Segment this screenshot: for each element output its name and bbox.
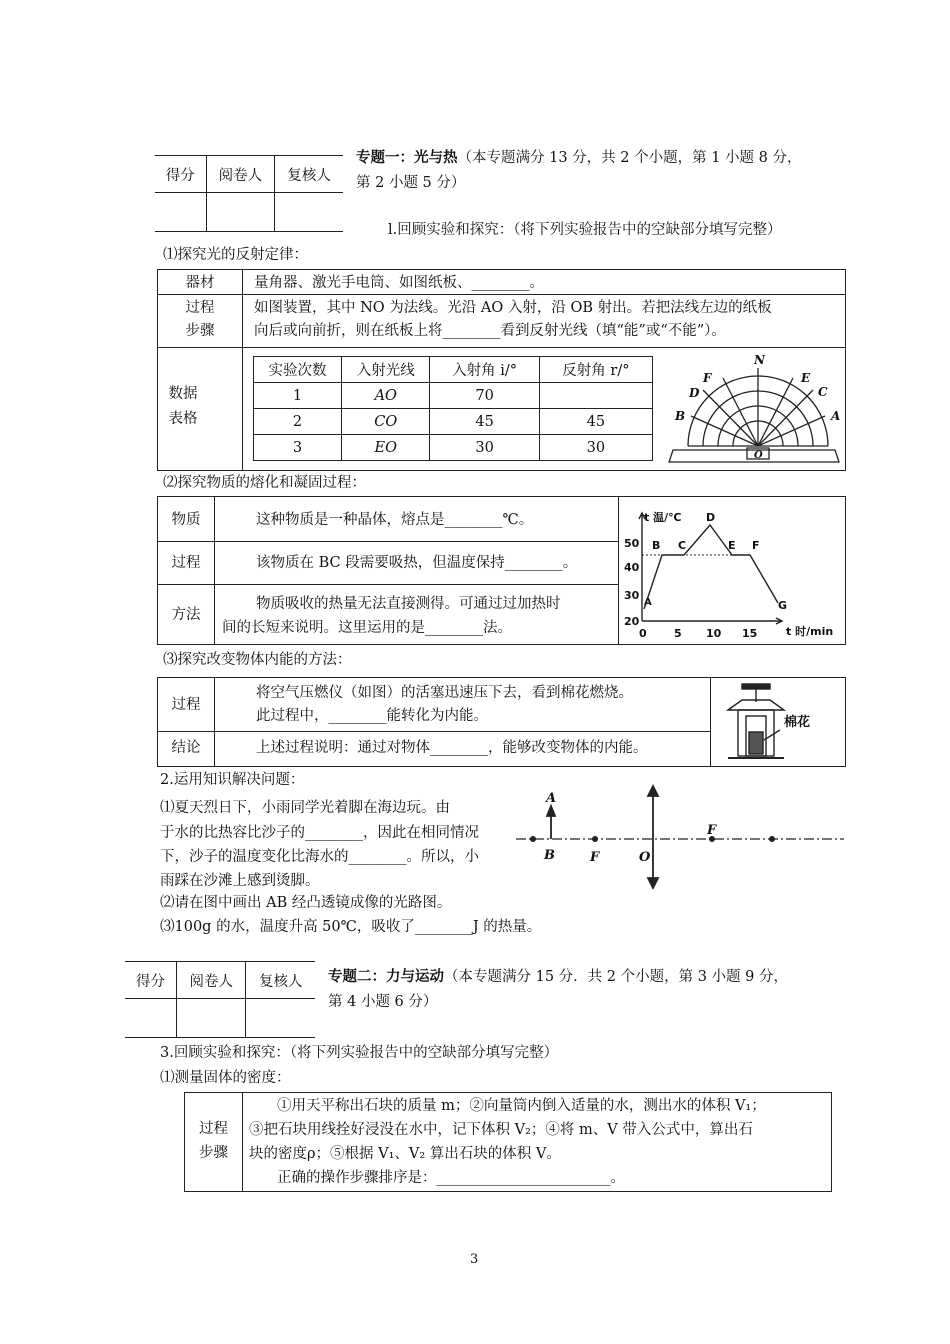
label-O: O xyxy=(754,450,763,461)
lens-label-F-left: F xyxy=(590,850,600,865)
topic1-desc-line2: 第 2 小题 5 分） xyxy=(356,175,466,191)
page-number: 3 xyxy=(470,1252,479,1267)
cell-incident: 45 xyxy=(430,409,539,435)
cell-trial: 1 xyxy=(254,383,342,409)
q3-report-table xyxy=(184,1092,832,1192)
q2-p2: ⑵请在图中画出 AB 经凸透镜成像的光路图。 xyxy=(160,895,452,911)
air-igniter-figure xyxy=(718,680,844,766)
topic1-heading xyxy=(356,150,802,167)
col-header-incident-ray: 入射光线 xyxy=(342,357,430,383)
reflection-data-table xyxy=(253,356,653,461)
score-table-2 xyxy=(125,961,315,1038)
protractor-diagram xyxy=(663,350,845,468)
method-line2: 间的长短来说明。这里运用的是________法。 xyxy=(222,620,512,636)
q3-line4: 正确的操作步骤排序是：________________________。 xyxy=(277,1170,625,1186)
graph-y-tick: 40 xyxy=(624,561,640,574)
cell-incident: 30 xyxy=(430,435,539,461)
q3-intro: 3.回顾实验和探究：（将下列实验报告中的空缺部分填写完整） xyxy=(160,1045,559,1061)
conclusion-text: 上述过程说明：通过对物体________，能够改变物体的内能。 xyxy=(256,740,648,756)
label-A: A xyxy=(831,409,841,423)
graph-x-tick: 15 xyxy=(742,627,758,640)
score-header-score: 得分 xyxy=(125,962,177,999)
lens-label-O: O xyxy=(639,850,651,865)
part3-title: ⑶探究改变物体内能的方法： xyxy=(163,652,352,668)
cell-ray: EO xyxy=(342,435,430,461)
process-text: 该物质在 BC 段需要吸热，但温度保持________。 xyxy=(256,555,578,571)
graph-point-F: F xyxy=(752,539,760,552)
score-header-reviewer: 复核人 xyxy=(275,156,343,193)
graph-point-A: A xyxy=(644,597,652,608)
substance-text: 这种物质是一种晶体，熔点是________℃。 xyxy=(256,512,534,528)
equipment-text: 量角器、激光手电筒、如图纸板、________。 xyxy=(254,275,544,291)
score-header-marker: 阅卷人 xyxy=(206,156,275,193)
cell-reflect: 45 xyxy=(539,409,652,435)
process-label-1: 过程 xyxy=(185,300,215,316)
score-cell-marker[interactable] xyxy=(206,193,275,232)
table-row xyxy=(254,435,653,461)
cotton-label: 棉花 xyxy=(784,715,811,730)
q3-line2: ③把石块用线拴好浸没在水中，记下体积 V₂；④将 m、V 带入公式中，算出石 xyxy=(249,1122,753,1138)
data-label-1: 数据 xyxy=(168,386,198,402)
graph-y-tick: 30 xyxy=(624,589,640,602)
q2-p1-line2: 于水的比热容比沙子的________，因此在相同情况 xyxy=(160,825,479,841)
label-F: F xyxy=(703,371,712,385)
part1-title: ⑴探究光的反射定律： xyxy=(163,247,308,263)
score-cell-score[interactable] xyxy=(155,193,206,232)
q2-p1-line4: 雨踩在沙滩上感到烫脚。 xyxy=(160,873,320,889)
graph-point-B: B xyxy=(652,539,661,552)
graph-x-tick: 5 xyxy=(674,627,682,640)
label-E: E xyxy=(801,371,811,385)
col-header-incident-angle: 入射角 i/° xyxy=(430,357,539,383)
label-B: B xyxy=(675,409,686,423)
process-line2: 向后或向前折，则在纸板上将________看到反射光线（填“能”或“不能”）。 xyxy=(254,323,726,339)
score-header-score: 得分 xyxy=(155,156,206,193)
label-N: N xyxy=(754,353,765,367)
process-label: 过程 xyxy=(171,555,201,571)
graph-point-G: G xyxy=(778,599,788,612)
q2-p1-line3: 下，沙子的温度变化比海水的________。所以，小 xyxy=(160,849,479,865)
cell-incident: 70 xyxy=(430,383,539,409)
table-row xyxy=(254,409,653,435)
cell-trial: 2 xyxy=(254,409,342,435)
graph-point-E: E xyxy=(728,539,736,552)
graph-x-tick: 10 xyxy=(706,627,722,640)
process-label-2: 步骤 xyxy=(185,323,215,339)
method-label: 方法 xyxy=(171,607,201,623)
score-cell-reviewer[interactable] xyxy=(275,193,343,232)
graph-y-tick: 50 xyxy=(624,537,640,550)
process-line1: 如图装置，其中 NO 为法线。光沿 AO 入射，沿 OB 射出。若把法线左边的纸板 xyxy=(254,300,772,316)
process-label: 过程 xyxy=(171,697,201,713)
process-line2: 此过程中，________能转化为内能。 xyxy=(256,708,488,724)
topic2-desc-line1: （本专题满分 15 分．共 2 个小题，第 3 小题 9 分， xyxy=(444,969,788,985)
score-cell-marker[interactable] xyxy=(177,999,246,1038)
cell-reflect-blank[interactable] xyxy=(539,383,652,409)
score-table-1 xyxy=(155,155,343,232)
cell-ray: AO xyxy=(342,383,430,409)
q3-part1-title: ⑴测量固体的密度： xyxy=(160,1070,291,1086)
q3-line3: 块的密度ρ；⑤根据 V₁、V₂ 算出石块的体积 V。 xyxy=(249,1146,561,1162)
cell-reflect: 30 xyxy=(539,435,652,461)
lens-label-A: A xyxy=(546,791,557,806)
lens-label-B: B xyxy=(544,848,555,863)
part2-title: ⑵探究物质的熔化和凝固过程： xyxy=(163,475,366,491)
graph-point-C: C xyxy=(678,539,687,552)
process-line1: 将空气压燃仪（如图）的活塞迅速压下去，看到棉花燃烧。 xyxy=(256,685,633,701)
graph-y-label: t 温/℃ xyxy=(644,511,682,524)
score-cell-reviewer[interactable] xyxy=(246,999,315,1038)
q2-p3: ⑶100g 的水，温度升高 50℃，吸收了________J 的热量。 xyxy=(160,919,542,935)
equipment-label: 器材 xyxy=(185,275,215,291)
part3-report-table xyxy=(157,677,846,767)
graph-point-D: D xyxy=(706,511,716,524)
substance-label: 物质 xyxy=(171,512,201,528)
graph-x-tick: 0 xyxy=(639,627,647,640)
col-header-trial: 实验次数 xyxy=(254,357,342,383)
q1-intro: l.回顾实验和探究：（将下列实验报告中的空缺部分填写完整） xyxy=(388,222,782,238)
score-header-reviewer: 复核人 xyxy=(246,962,315,999)
conclusion-label: 结论 xyxy=(171,740,201,756)
cell-ray: CO xyxy=(342,409,430,435)
part1-report-table xyxy=(157,269,846,471)
score-header-marker: 阅卷人 xyxy=(177,962,246,999)
q3-label-2: 步骤 xyxy=(199,1145,228,1161)
graph-y-tick: 20 xyxy=(624,615,640,628)
cell-trial: 3 xyxy=(254,435,342,461)
label-C: C xyxy=(818,385,828,399)
melting-graph xyxy=(622,499,844,643)
lens-label-F-right: F xyxy=(707,823,717,838)
part2-report-table xyxy=(157,496,846,645)
q2-p1-line1: ⑴夏天烈日下，小雨同学光着脚在海边玩。由 xyxy=(160,800,450,816)
table-row xyxy=(254,383,653,409)
col-header-reflect-angle: 反射角 r/° xyxy=(539,357,652,383)
label-D: D xyxy=(689,386,700,400)
q3-label-1: 过程 xyxy=(199,1121,228,1137)
topic1-desc-line1: （本专题满分 13 分，共 2 个小题，第 1 小题 8 分， xyxy=(457,150,802,166)
q2-title: 2.运用知识解决问题： xyxy=(160,772,305,788)
data-label-2: 表格 xyxy=(168,411,198,427)
topic2-desc-line2: 第 4 小题 6 分） xyxy=(328,994,438,1010)
topic2-title: 专题二：力与运动 xyxy=(328,969,444,985)
graph-x-label: t 时/min xyxy=(786,625,834,638)
topic2-heading xyxy=(328,969,788,986)
q3-line1: ①用天平称出石块的质量 m；②向量筒内倒入适量的水，测出水的体积 V₁； xyxy=(277,1098,766,1114)
score-cell-score[interactable] xyxy=(125,999,177,1038)
topic1-title: 专题一：光与热 xyxy=(356,150,458,166)
lens-diagram xyxy=(512,782,848,890)
method-line1: 物质吸收的热量无法直接测得。可通过过加热时 xyxy=(256,596,561,612)
